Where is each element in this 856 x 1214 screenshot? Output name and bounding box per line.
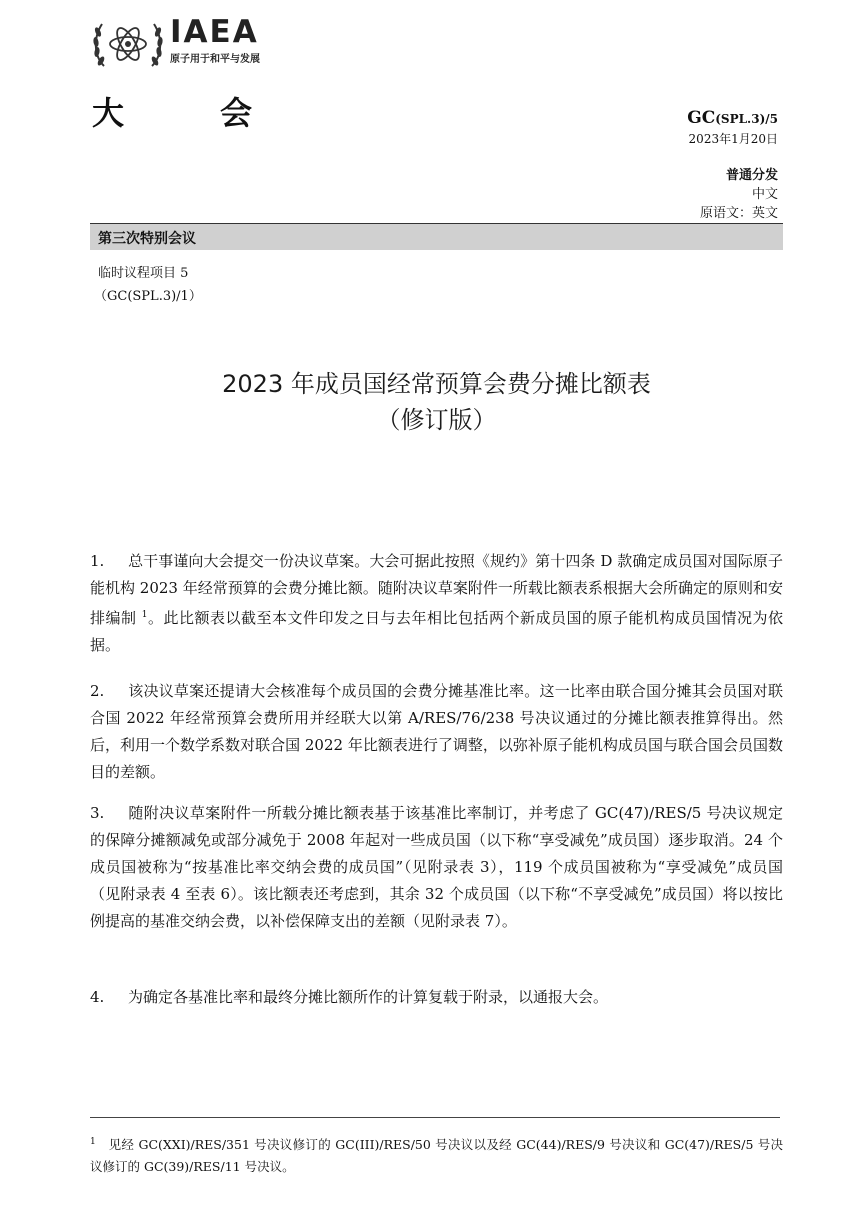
document-subtitle: （修订版） [376, 406, 497, 434]
org-name: IAEA [170, 14, 259, 50]
document-symbol-main: GC [687, 108, 716, 128]
paragraph-number: 4. [90, 988, 105, 1006]
footnote-text: 见经 GC(XXI)/RES/351 号决议修订的 GC(III)/RES/50 号决议以及经 GC(44)/RES/9 号决议和 GC(47)/RES/5 号决议修订的 GC(39)/RES/11 号决议。 [90, 1137, 783, 1175]
paragraph-text-cont: 。此比额表以截至本文件印发之日与去年相比包括两个新成员国的原子能机构成员国情况为依据。 [90, 609, 783, 654]
footnote-reference[interactable]: 1 [141, 610, 148, 620]
paragraph-1 [90, 548, 783, 659]
language: 中文 [751, 187, 778, 202]
body-name: 大会 [92, 94, 349, 132]
paragraph-text: 为确定各基准比率和最终分摊比额所作的计算复载于附录，以通报大会。 [128, 988, 609, 1006]
paragraph-3 [90, 800, 783, 935]
agenda-reference: （GC(SPL.3)/1） [94, 289, 202, 304]
agenda-item: 临时议程项目 5 [98, 266, 189, 281]
paragraph-number: 2. [90, 682, 105, 700]
paragraph-2 [90, 678, 783, 786]
footnote-divider [90, 1117, 780, 1118]
document-symbol-suffix: (SPL.3)/5 [715, 112, 778, 126]
document-symbol [687, 108, 778, 128]
session-title: 第三次特别会议 [98, 231, 196, 247]
session-bar [90, 223, 783, 250]
document-title: 2023 年成员国经常预算会费分摊比额表 [222, 370, 651, 398]
paragraph-number: 3. [90, 804, 105, 822]
footnote-marker: 1 [90, 1137, 96, 1147]
iaea-emblem-icon [90, 12, 166, 74]
paragraph-text: 该决议草案还提请大会核准每个成员国的会费分摊基准比率。这一比率由联合国分摊其会员国对联合国 2022 年经常预算会费所用并经联大以第 A/RES/76/238 号决议通过的分摊比额表推算得出。然后，利用一个数学系数对联合国 2022 年比额表进行了调整，以弥补原子能机构成员国与联合国会员国数目的差额。 [90, 682, 783, 781]
paragraph-number: 1. [90, 552, 105, 570]
iaea-logo [90, 12, 320, 74]
org-tagline: 原子用于和平与发展 [170, 54, 260, 65]
original-language: 原语文：英文 [699, 206, 778, 221]
paragraph-4 [90, 984, 783, 1011]
distribution: 普通分发 [725, 168, 778, 183]
document-date: 2023年1月20日 [688, 132, 778, 146]
footnote [90, 1131, 783, 1178]
paragraph-text: 总干事谨向大会提交一份决议草案。大会可据此按照《规约》第十四条 D 款确定成员国对国际原子能机构 2023 年经常预算的会费分摊比额。随附决议草案附件一所载比额表系根据大会所确定的原则和安排编制 [90, 552, 783, 627]
paragraph-text: 随附决议草案附件一所载分摊比额表基于该基准比率制订，并考虑了 GC(47)/RES/5 号决议规定的保障分摊额减免或部分减免于 2008 年起对一些成员国（以下称“享受减免”成员国）逐步取消。24 个成员国被称为“按基准比率交纳会费的成员国”（见附录表 3），119 个成员国被称为“享受减免”成员国（见附录表 4 至表 6）。该比额表还考虑到，其余 32 个成员国（以下称“不享受减免”成员国）将以按比例提高的基准交纳会费，以补偿保障支出的差额（见附录表 7）。 [90, 804, 783, 930]
